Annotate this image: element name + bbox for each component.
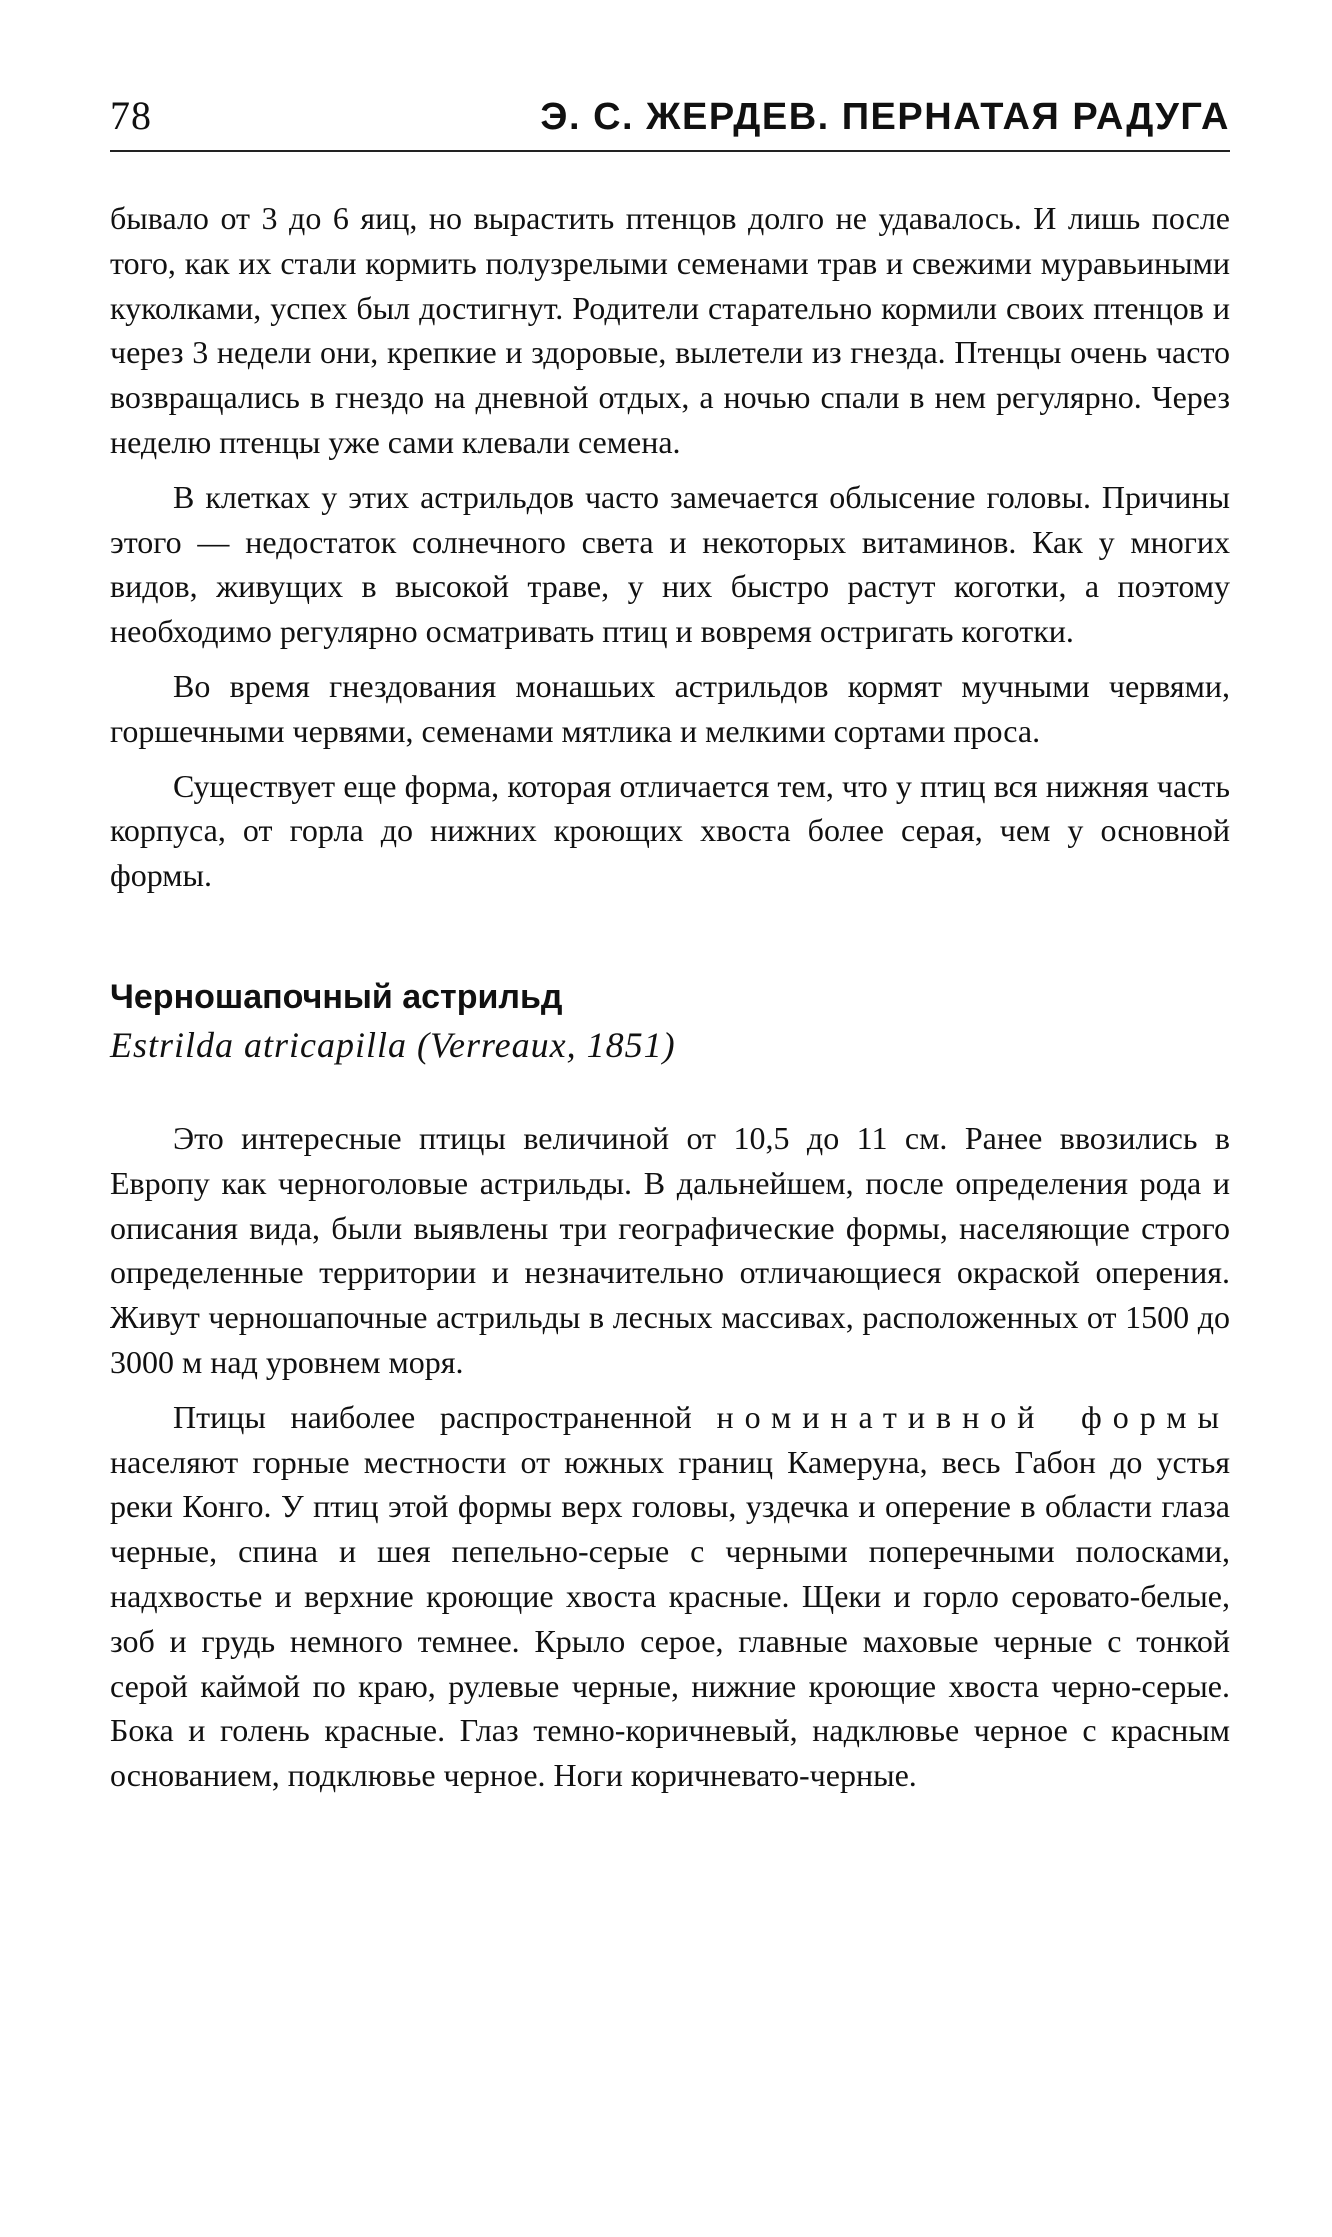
body-text [110, 196, 1230, 1798]
spaced-term: номинативной формы [716, 1398, 1231, 1435]
latin-species-name: Estrilda atricapilla (Verreaux, 1851) [110, 1024, 676, 1065]
paragraph-continued: бывало от 3 до 6 яиц, но вырастить птенцов долго не удавалось. И лишь после того, как их стали кормить полузрелыми семенами трав и свежими муравьиными куколками, успех был достигнут. Родители старательно кормили своих птенцов и через 3 недели они, крепкие и здоровые, вылетели из гнезда. Птенцы очень часто возвращались в гнездо на дневной отдых, а ночью спали в нем регулярно. Через неделю птенцы уже сами клевали семена. [110, 200, 1230, 460]
paragraph: Это интересные птицы величиной от 10,5 до 11 см. Ранее ввозились в Европу как черноголовые астрильды. В дальнейшем, после определения рода и описания вида, были выявлены три географические формы, населяющие строго определенные территории и незначительно отличающиеся окраской оперения. Живут черношапочные астрильды в лесных массивах, расположенных от 1500 до 3000 м над уровнем моря. [110, 1119, 1230, 1380]
page-number: 78 [110, 93, 152, 138]
paragraph-rest: населяют горные местности от южных границ Камеруна, весь Габон до устья реки Конго. У птиц этой формы верх головы, уздечка и оперение в области глаза черные, спина и шея пепельно-серые с черными поперечными полосками, надхвостье и верхние кроющие хвоста красные. Щеки и горло серовато-белые, зоб и грудь немного темнее. Крыло серое, главные маховые черные с тонкой серой каймой по краю, рулевые черные, нижние кроющие хвоста черно-серые. Бока и голень красные. Глаз темно-коричневый, надклювье черное с красным основанием, подклювье черное. Ноги коричневато-черные. [110, 1443, 1230, 1794]
paragraph-start: Птицы наиболее распространенной [173, 1398, 717, 1435]
book-title: Э. С. ЖЕРДЕВ. ПЕРНАТАЯ РАДУГА [540, 96, 1230, 138]
paragraph: Существует еще форма, которая отличается тем, что у птиц вся нижняя часть корпуса, от горла до нижних кроющих хвоста более серая, чем у основной формы. [110, 767, 1230, 894]
paragraph: В клетках у этих астрильдов часто замечается облысение головы. Причины этого — недостаток солнечного света и некоторых витаминов. Как у многих видов, живущих в высокой траве, у них быстро растут коготки, а поэтому необходимо регулярно осматривать птиц и вовремя остригать коготки. [110, 478, 1230, 650]
section-heading: Черношапочный астрильд [110, 977, 563, 1016]
section-body [110, 1116, 1230, 1798]
book-page [110, 90, 1230, 1808]
paragraph: Во время гнездования монашьих астрильдов кормят мучными червями, горшечными червями, семенами мятлика и мелкими сортами проса. [110, 667, 1230, 749]
paragraph-with-spaced-term [110, 1395, 1230, 1798]
running-header [110, 90, 1230, 152]
